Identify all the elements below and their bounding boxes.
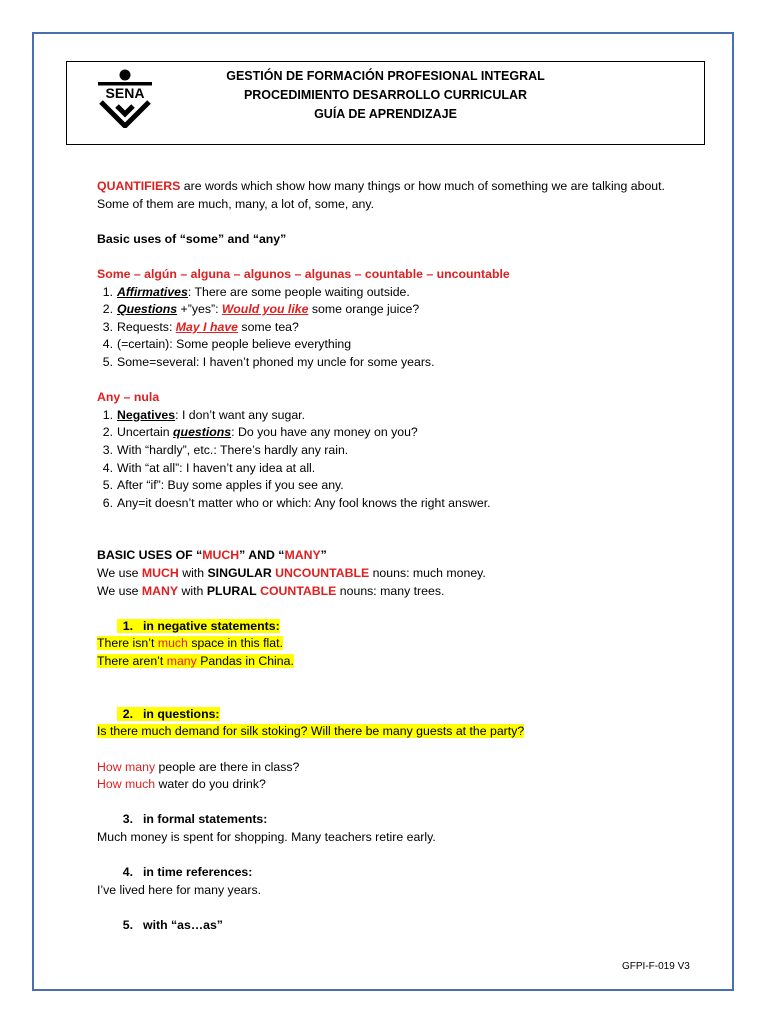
s1-example-1: There isn’t much space in this flat. xyxy=(97,636,283,651)
section-4-heading: 4. in time references: xyxy=(122,865,253,880)
list-item: 2. Uncertain questions: Do you have any money on you? xyxy=(102,425,418,440)
list-item: 1. Negatives: I don’t want any sugar. xyxy=(102,407,305,422)
s1-example-2: There aren’t many Pandas in China. xyxy=(97,654,294,669)
list-item: 6. Any=it doesn’t matter who or which: Any fool knows the right answer. xyxy=(102,495,491,510)
some-list xyxy=(97,284,707,372)
section-5-heading: 5. with “as…as” xyxy=(122,917,223,932)
list-item: 3. Requests: May I have some tea? xyxy=(102,319,299,334)
list-item: 5. After “if”: Buy some apples if you see any. xyxy=(102,478,344,493)
s2-example-1: Is there much demand for silk stoking? Will there be many guests at the party? xyxy=(97,724,525,739)
some-any-heading: Basic uses of “some” and “any” xyxy=(97,231,287,246)
header-line-3: GUÍA DE APRENDIZAJE xyxy=(314,107,457,121)
logo-text: SENA xyxy=(105,85,145,101)
s2-question-1: How many people are there in class? xyxy=(97,759,300,774)
section-3-heading: 3. in formal statements: xyxy=(122,812,268,827)
section-2-heading: 2. in questions: xyxy=(97,706,707,724)
document-body xyxy=(97,178,707,935)
list-item: 2. Questions +”yes”: Would you like some orange juice? xyxy=(102,302,420,317)
much-many-heading: BASIC USES OF “MUCH” AND “MANY” xyxy=(97,548,327,563)
document-header xyxy=(66,61,705,145)
s2-question-2: How much water do you drink? xyxy=(97,777,266,792)
intro-line-2: Some of them are much, many, a lot of, some, any. xyxy=(97,196,375,211)
s4-example: I’ve lived here for many years. xyxy=(97,882,262,897)
s3-example: Much money is spent for shopping. Many teachers retire early. xyxy=(97,829,436,844)
some-heading: Some – algún – alguna – algunos – algunas – countable – uncountable xyxy=(97,266,510,281)
any-list xyxy=(97,407,707,513)
many-rule: We use MANY with PLURAL COUNTABLE nouns: many trees. xyxy=(97,583,445,598)
any-heading: Any – nula xyxy=(97,390,160,405)
much-rule: We use MUCH with SINGULAR UNCOUNTABLE nouns: much money. xyxy=(97,566,486,581)
header-line-1: GESTIÓN DE FORMACIÓN PROFESIONAL INTEGRAL xyxy=(226,69,545,83)
list-item: 4. (=certain): Some people believe everything xyxy=(102,337,352,352)
list-item: 4. With “at all”: I haven’t any idea at all. xyxy=(102,460,316,475)
intro-line-1: QUANTIFIERS are words which show how many things or how much of something we are talking about. xyxy=(97,179,665,193)
list-item: 1. Affirmatives: There are some people waiting outside. xyxy=(102,284,410,299)
header-line-2: PROCEDIMIENTO DESARROLLO CURRICULAR xyxy=(243,88,528,102)
list-item: 5. Some=several: I haven’t phoned my uncle for some years. xyxy=(102,354,435,369)
section-1-heading: 1. in negative statements: xyxy=(97,618,707,636)
list-item: 3. With “hardly”, etc.: There’s hardly any rain. xyxy=(102,442,349,457)
form-code: GFPI-F-019 V3 xyxy=(622,961,690,972)
